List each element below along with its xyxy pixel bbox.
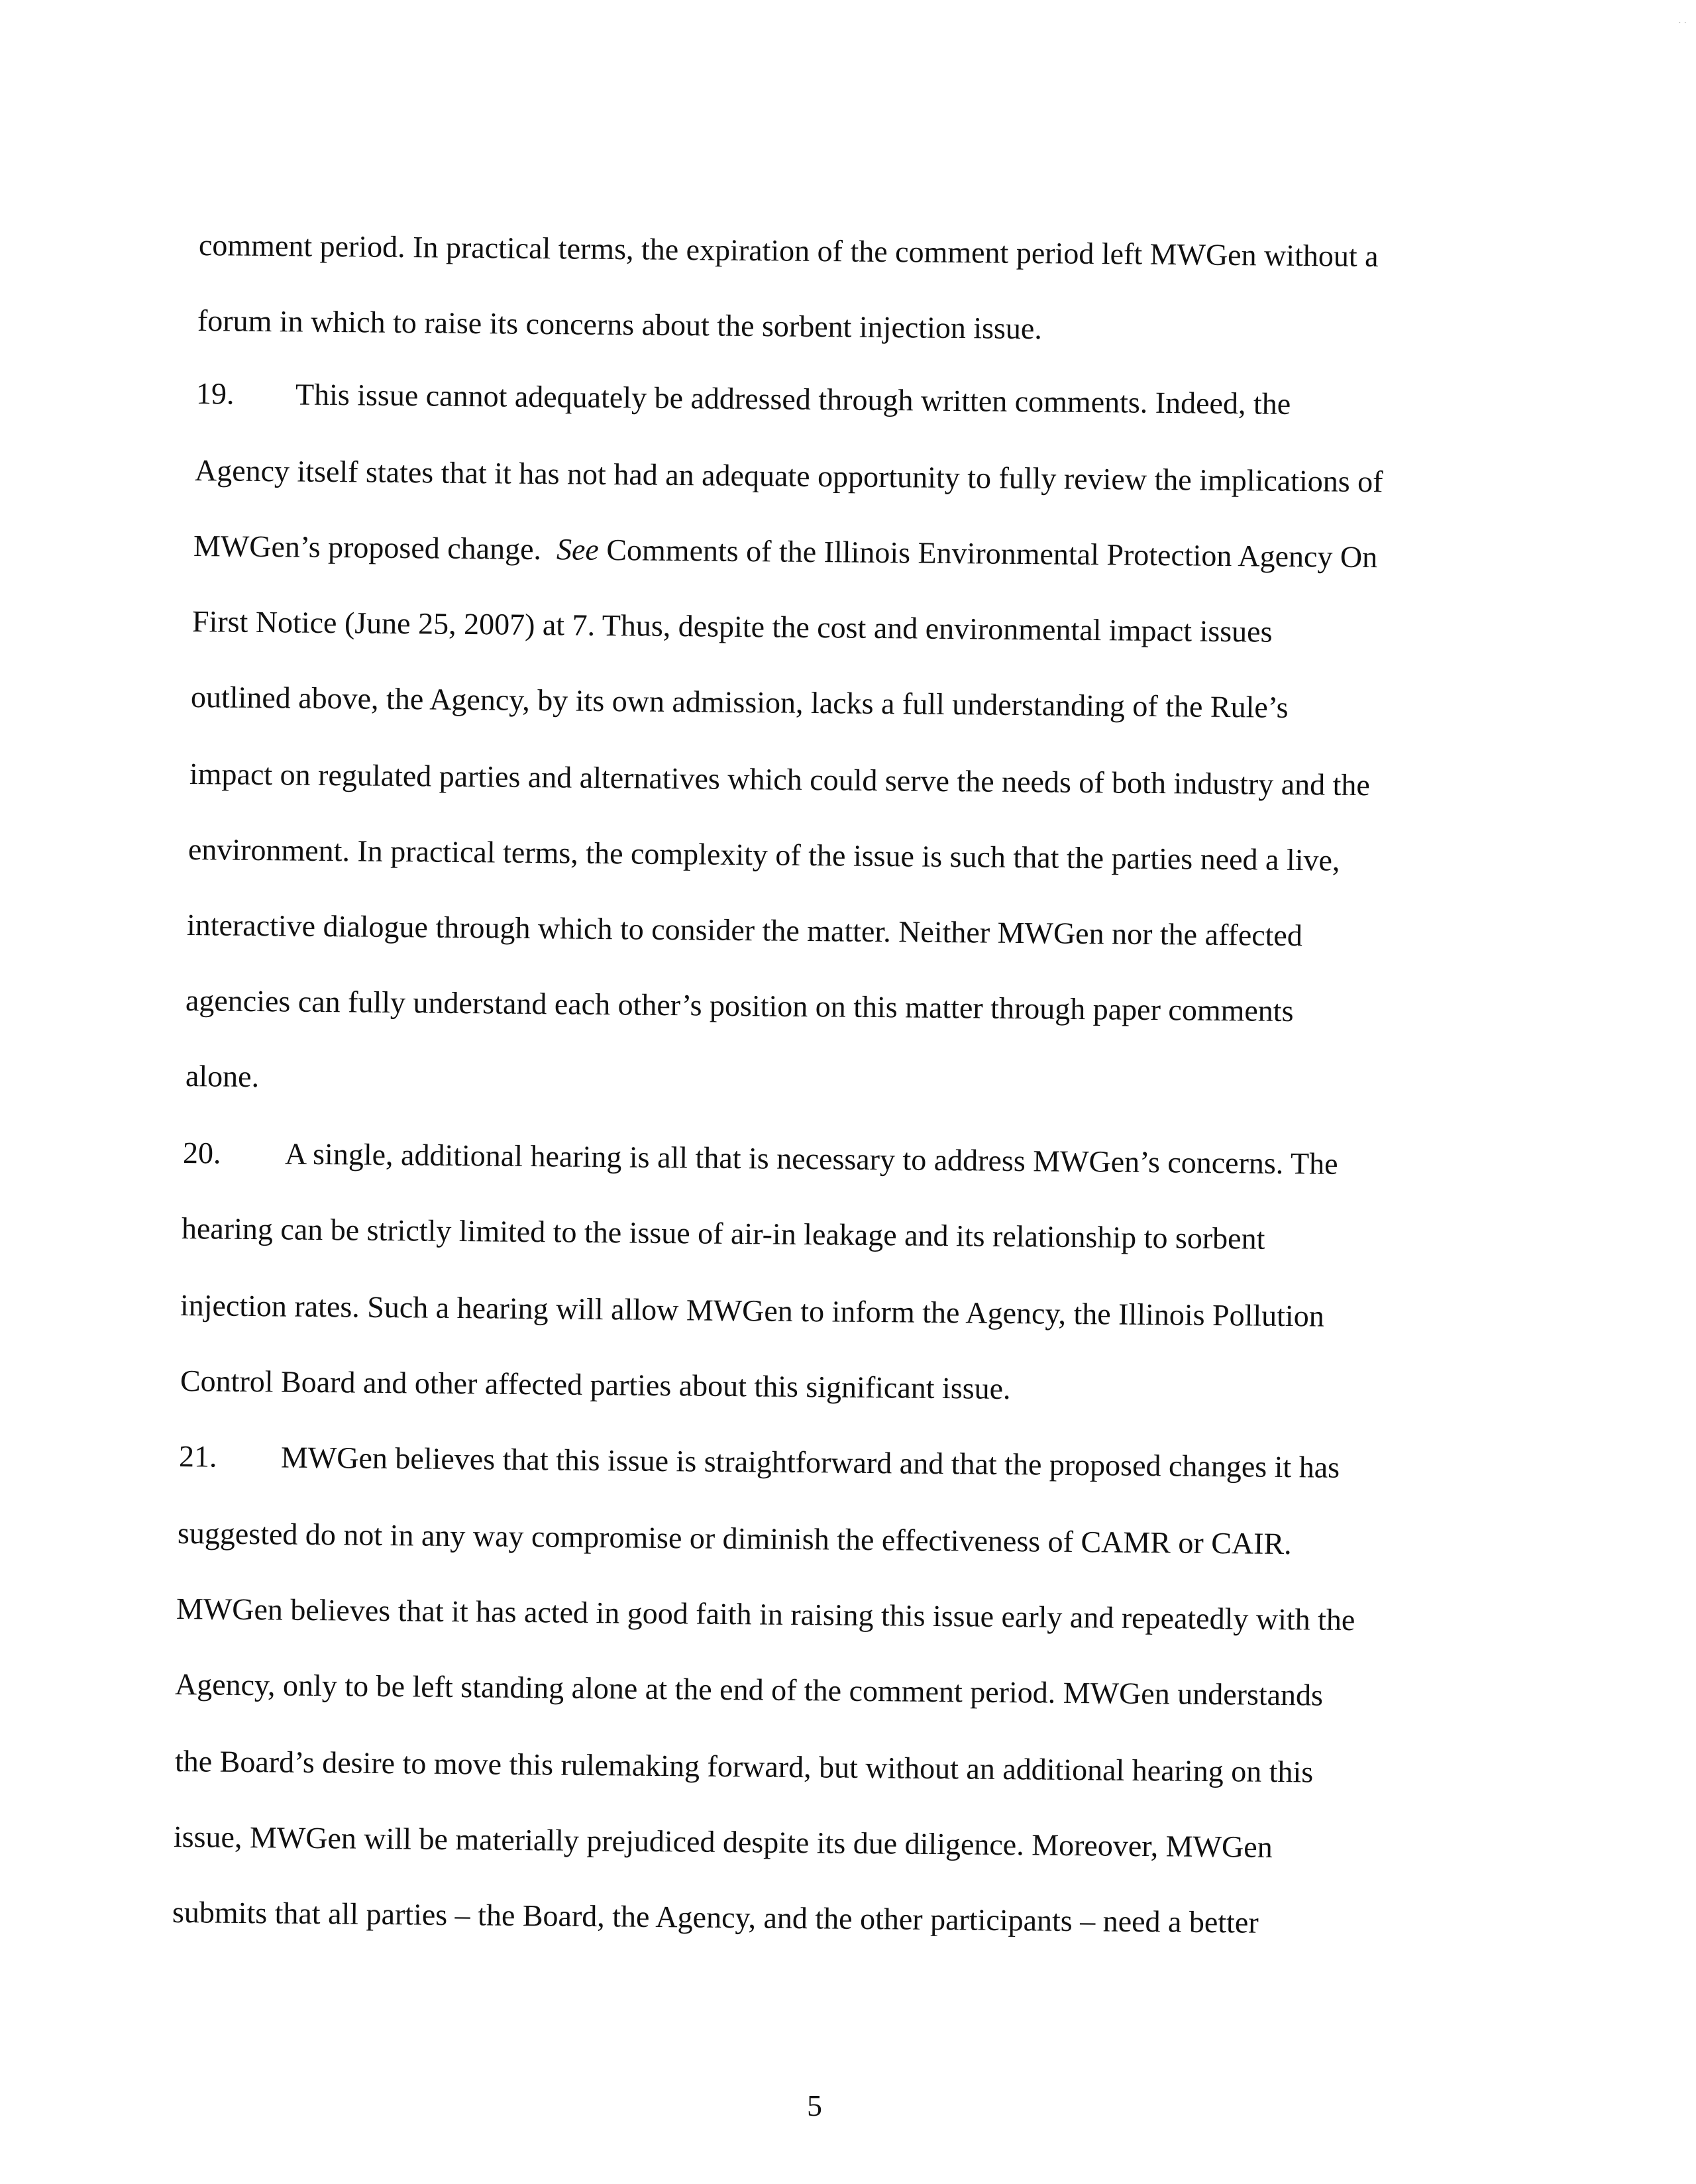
text-segment: Comments of the Illinois Environmental Protection Agency On bbox=[606, 532, 1378, 574]
text-line: hearing can be strictly limited to the issue of air-in leakage and its relationship to sorbent bbox=[181, 1211, 1265, 1256]
text-line: outlined above, the Agency, by its own admission, lacks a full understanding of the Rule’s bbox=[190, 680, 1289, 724]
text-line: suggested do not in any way compromise or diminish the effectiveness of CAMR or CAIR. bbox=[177, 1516, 1292, 1561]
text-line: Agency itself states that it has not had an adequate opportunity to fully review the implications of bbox=[194, 453, 1383, 499]
text-line-with-citation bbox=[193, 527, 1378, 576]
text-line: submits that all parties – the Board, the Agency, and the other participants – need a better bbox=[172, 1895, 1259, 1939]
text-line: MWGen believes that it has acted in good faith in raising this issue early and repeatedly with the bbox=[176, 1592, 1355, 1637]
paragraph-21 bbox=[179, 1438, 1340, 1486]
text-line: the Board’s desire to move this rulemaking forward, but without an additional hearing on this bbox=[174, 1744, 1314, 1789]
text-line: injection rates. Such a hearing will allow MWGen to inform the Agency, the Illinois Pollution bbox=[180, 1288, 1324, 1333]
text-line: MWGen believes that this issue is straightforward and that the proposed changes it has bbox=[280, 1440, 1340, 1484]
text-line: Agency, only to be left standing alone at the end of the comment period. MWGen understands bbox=[174, 1667, 1324, 1712]
paragraph-number: 21. bbox=[178, 1439, 217, 1474]
text-line: First Notice (June 25, 2007) at 7. Thus, despite the cost and environmental impact issues bbox=[191, 604, 1273, 649]
paragraph-number: 20. bbox=[182, 1136, 221, 1170]
scan-mark: · · bbox=[1678, 19, 1687, 28]
text-line: A single, additional hearing is all that is necessary to address MWGen’s concerns. The bbox=[284, 1136, 1338, 1181]
text-line: alone. bbox=[185, 1059, 260, 1094]
text-line: environment. In practical terms, the complexity of the issue is such that the parties need a live, bbox=[187, 832, 1340, 877]
paragraph-20 bbox=[183, 1134, 1338, 1183]
text-line: impact on regulated parties and alternatives which could serve the needs of both industry and the bbox=[189, 757, 1371, 802]
paragraph-19 bbox=[196, 375, 1291, 423]
text-line: agencies can fully understand each other’s position on this matter through paper comments bbox=[185, 983, 1294, 1028]
text-line: issue, MWGen will be materially prejudiced despite its due diligence. Moreover, MWGen bbox=[173, 1820, 1273, 1864]
text-line: forum in which to raise its concerns about the sorbent injection issue. bbox=[197, 303, 1043, 346]
paragraph-number: 19. bbox=[195, 376, 235, 411]
text-segment: MWGen’s proposed change. bbox=[193, 529, 542, 567]
text-line: This issue cannot adequately be addressed through written comments. Indeed, the bbox=[295, 377, 1291, 421]
page-number: 5 bbox=[807, 2089, 822, 2122]
text-line: interactive dialogue through which to consider the matter. Neither MWGen nor the affected bbox=[186, 908, 1303, 953]
citation-signal: See bbox=[556, 532, 600, 567]
text-line: Control Board and other affected parties about this significant issue. bbox=[180, 1364, 1011, 1406]
text-line: comment period. In practical terms, the expiration of the comment period left MWGen without a bbox=[198, 228, 1379, 274]
